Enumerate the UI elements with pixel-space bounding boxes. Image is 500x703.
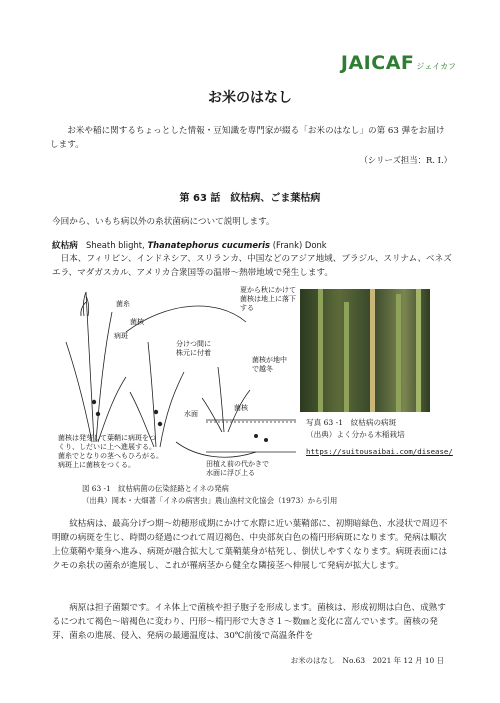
infection-cycle-diagram — [56, 282, 302, 482]
disease-scientific: Thanatephorus cucumeris — [147, 240, 271, 250]
label-left-note-1: 菌核は発芽して葉鞘に病斑をつ — [58, 434, 156, 442]
logo-subtext: ジェイカフ — [416, 62, 456, 71]
chapter-lead: 今回から、いもち病以外の糸状菌病について説明します。 — [52, 217, 275, 227]
arrow-upper — [126, 306, 246, 332]
disease-authority: (Frank) Donk — [272, 240, 327, 250]
label-overwinter-2: で越冬 — [252, 365, 273, 373]
sheath-blight-photo — [300, 289, 430, 412]
photo-caption-source: （出典）よく分かる木稲栽培 — [306, 430, 405, 439]
disease-title — [52, 238, 454, 253]
page-footer: お米のはなし No.63 2021 年 12 月 10 日 — [290, 656, 444, 665]
label-left-note-2: くり、しだいに上へ進展する。 — [58, 443, 156, 451]
body-paragraph-1: 紋枯病は、最高分げつ期～幼穂形成期にかけて水際に近い葉鞘部に、初期暗緑色、水浸状で周辺不明瞭の病斑を生じ、時間の経過につれて周辺褐色、中央部灰白色の楕円形病斑になります。発病は順次上位葉鞘や葉身へ進み、病斑が融合拡大して葉鞘葉身が枯死し、倒伏しやすくなります。病斑表面にはクモの糸状の菌糸が進展し、これが罹病茎から健全な隣接茎へ伸展して発病が拡大します。 — [52, 519, 448, 571]
label-sclerotium-2: 菌核 — [234, 404, 248, 412]
label-overwinter-1: 菌核が地中 — [252, 356, 287, 364]
rice-plant-center — [130, 342, 184, 447]
logo-text: JAICAF — [340, 52, 415, 74]
photo-source-link[interactable]: https://suitousaibai.com/disease/ — [306, 447, 453, 456]
body-paragraph-2: 病原は担子菌類です。イネ体上で菌核や担子胞子を形成します。菌核は、形成初期は白色、成熟するにつれて褐色～暗褐色に変わり、円形～楕円形で大きさ１～数㎜と変化に富んでいます。菌核の発芽、菌糸の進展、侵入、発病の最適温度は、30℃前後で高温条件を — [52, 603, 446, 641]
series-credit: （シリーズ担当：R. I.） — [359, 155, 452, 165]
disease-name: 紋枯病 — [52, 241, 78, 251]
jaicaf-logo — [341, 52, 456, 74]
label-bottom-note-2: 水面に浮び上る — [206, 469, 255, 477]
label-left-note-3: 菌糸でとなりの茎へもひろがる。 — [58, 452, 163, 460]
rice-panicle — [81, 292, 89, 316]
figure-caption-source: （出典）岡本・大畑著「イネの病害虫」農山漁村文化協会（1973）から引用 — [82, 496, 338, 505]
label-sclerotium: 菌核 — [130, 318, 144, 326]
distribution-paragraph: 日本、フィリピン、インドネシア、スリランカ、中国などのアジア地域、ブラジル、スリナム、ベネズエラ、マダガスカル、アメリカ合衆国等の温帯～熱帯地域で発生します。 — [52, 254, 452, 278]
disease-english: Sheath blight, — [86, 240, 145, 250]
photo-caption — [306, 417, 456, 441]
label-left-note-4: 病斑上に菌核をつくる。 — [58, 461, 135, 469]
label-seasonal-2: 菌核は地上に落下 — [240, 295, 296, 303]
chapter-heading: 第 63 話 紋枯病、ごま葉枯病 — [179, 193, 321, 204]
rice-plant-left — [66, 292, 126, 442]
label-water-surface: 水面 — [184, 410, 198, 418]
label-seasonal-3: する — [240, 304, 254, 312]
figure-caption-title: 図 63 -1 紋枯病菌の伝染経路とイネの発病 — [82, 484, 229, 493]
label-bottom-note-1: 田植え前の代かきで — [206, 460, 269, 468]
arrow-lower — [176, 442, 256, 457]
page-title: お米のはなし — [208, 90, 292, 106]
label-divided-2: 株元に付着 — [176, 349, 211, 357]
figure-caption — [82, 483, 462, 507]
label-lesion: 病斑 — [114, 332, 128, 340]
label-seasonal-1: 夏から秋にかけて — [240, 286, 296, 294]
label-divided-1: 分けつ間に — [176, 340, 211, 348]
photo-caption-title: 写真 63 -1 紋枯病の病斑 — [306, 418, 397, 427]
intro-paragraph: お米や稲に関するちょっとした情報・豆知識を専門家が綴る「お米のはなし」の第 63 弾をお届けします。 — [50, 126, 445, 150]
label-hypha: 菌糸 — [116, 300, 130, 308]
